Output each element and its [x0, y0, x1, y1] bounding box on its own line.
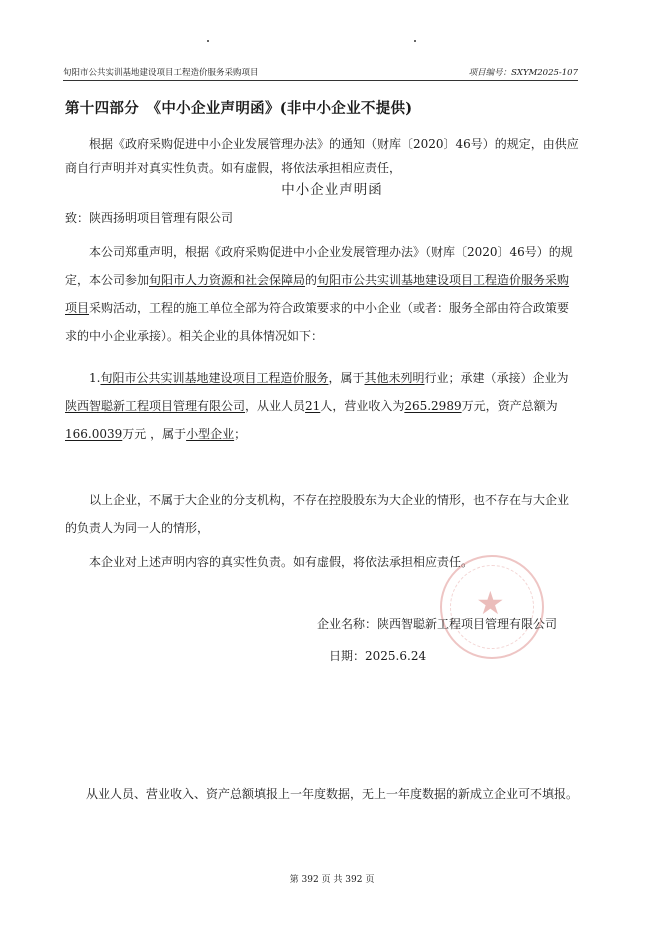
page-header — [63, 66, 578, 81]
company-name: 陕西智聪新工程项目管理有限公司 — [377, 617, 558, 631]
item-text-3: ，从业人员 — [245, 399, 306, 413]
item-text-6: 万元 ，属于 — [122, 427, 187, 441]
item-number: 1. — [89, 371, 101, 385]
section-title: 第十四部分 《中小企业声明函》(非中小企业不提供) — [65, 100, 413, 117]
item-company: 陕西智聪新工程项目管理有限公司 — [65, 399, 246, 413]
declaration-part3: 采购活动，工程的施工单位全部为符合政策要求的中小企业（或者：服务全部由符合政策要求的中小企业承接）。相关企业的具体情况如下： — [65, 301, 570, 343]
declaration-part2: 的 — [305, 273, 318, 287]
signature-company — [317, 614, 557, 634]
item-assets: 166.0039 — [65, 427, 123, 441]
enterprise-item-1 — [65, 364, 579, 448]
signature-date — [329, 646, 426, 666]
intro-paragraph — [65, 132, 579, 180]
company-label: 企业名称： — [317, 617, 378, 631]
header-project-name: 旬阳市公共实训基地建设项目工程造价服务采购项目 — [63, 68, 259, 78]
company-seal — [440, 555, 544, 659]
item-staff: 21 — [305, 399, 321, 413]
declaration-part1: 本公司郑重声明，根据《政府采购促进中小企业发展管理办法》（财库〔2020〕46号）的规定，本公司参加 — [65, 245, 573, 287]
intro-text: 根据《政府采购促进中小企业发展管理办法》的通知（财库〔2020〕46号）的规定，由供应商自行声明并对真实性负责。如有虚假，将依法承担相应责任， — [65, 137, 579, 175]
responsibility-text: 本企业对上述声明内容的真实性负责。如有虚假，将依法承担相应责任。 — [89, 555, 474, 569]
item-text-4: 人，营业收入为 — [320, 399, 405, 413]
letter-title: 中小企业声明函 — [281, 182, 383, 198]
item-text-1: ，属于 — [328, 371, 365, 385]
seal-star-icon: ★ — [476, 584, 505, 622]
addressee-text: 致：陕西扬明项目管理有限公司 — [65, 211, 234, 225]
item-text-2: 行业；承建（承接）企业为 — [424, 371, 569, 385]
header-project-number: 项目编号：SXYM2025-107 — [468, 68, 578, 78]
page-footer: 第 392 页 共 392 页 — [289, 875, 375, 885]
item-text-5: 万元，资产总额为 — [461, 399, 558, 413]
footnote: 从业人员、营业收入、资产总额填报上一年度数据，无上一年度数据的新成立企业可不填报。 — [86, 787, 579, 801]
item-size-class: 小型企业 — [186, 427, 235, 441]
branch-paragraph — [65, 486, 579, 542]
scan-speck — [414, 40, 416, 42]
item-text-7: ； — [234, 427, 247, 441]
date-value: 2025.6.24 — [365, 649, 427, 663]
project-name: 旬阳市公共实训基地建设项目工程造价服务采购项目 — [65, 273, 570, 315]
declaration-paragraph — [65, 238, 579, 350]
branch-text: 以上企业，不属于大企业的分支机构，不存在控股股东为大企业的情形，也不存在与大企业的负责人为同一人的情形， — [65, 493, 570, 535]
item-industry: 其他未列明 — [364, 371, 425, 385]
purchaser-name: 旬阳市人力资源和社会保障局 — [149, 273, 306, 287]
addressee — [65, 206, 579, 230]
date-label: 日期： — [329, 649, 366, 663]
item-service: 旬阳市公共实训基地建设项目工程造价服务 — [100, 371, 329, 385]
item-revenue: 265.2989 — [404, 399, 462, 413]
scan-speck — [207, 40, 209, 42]
